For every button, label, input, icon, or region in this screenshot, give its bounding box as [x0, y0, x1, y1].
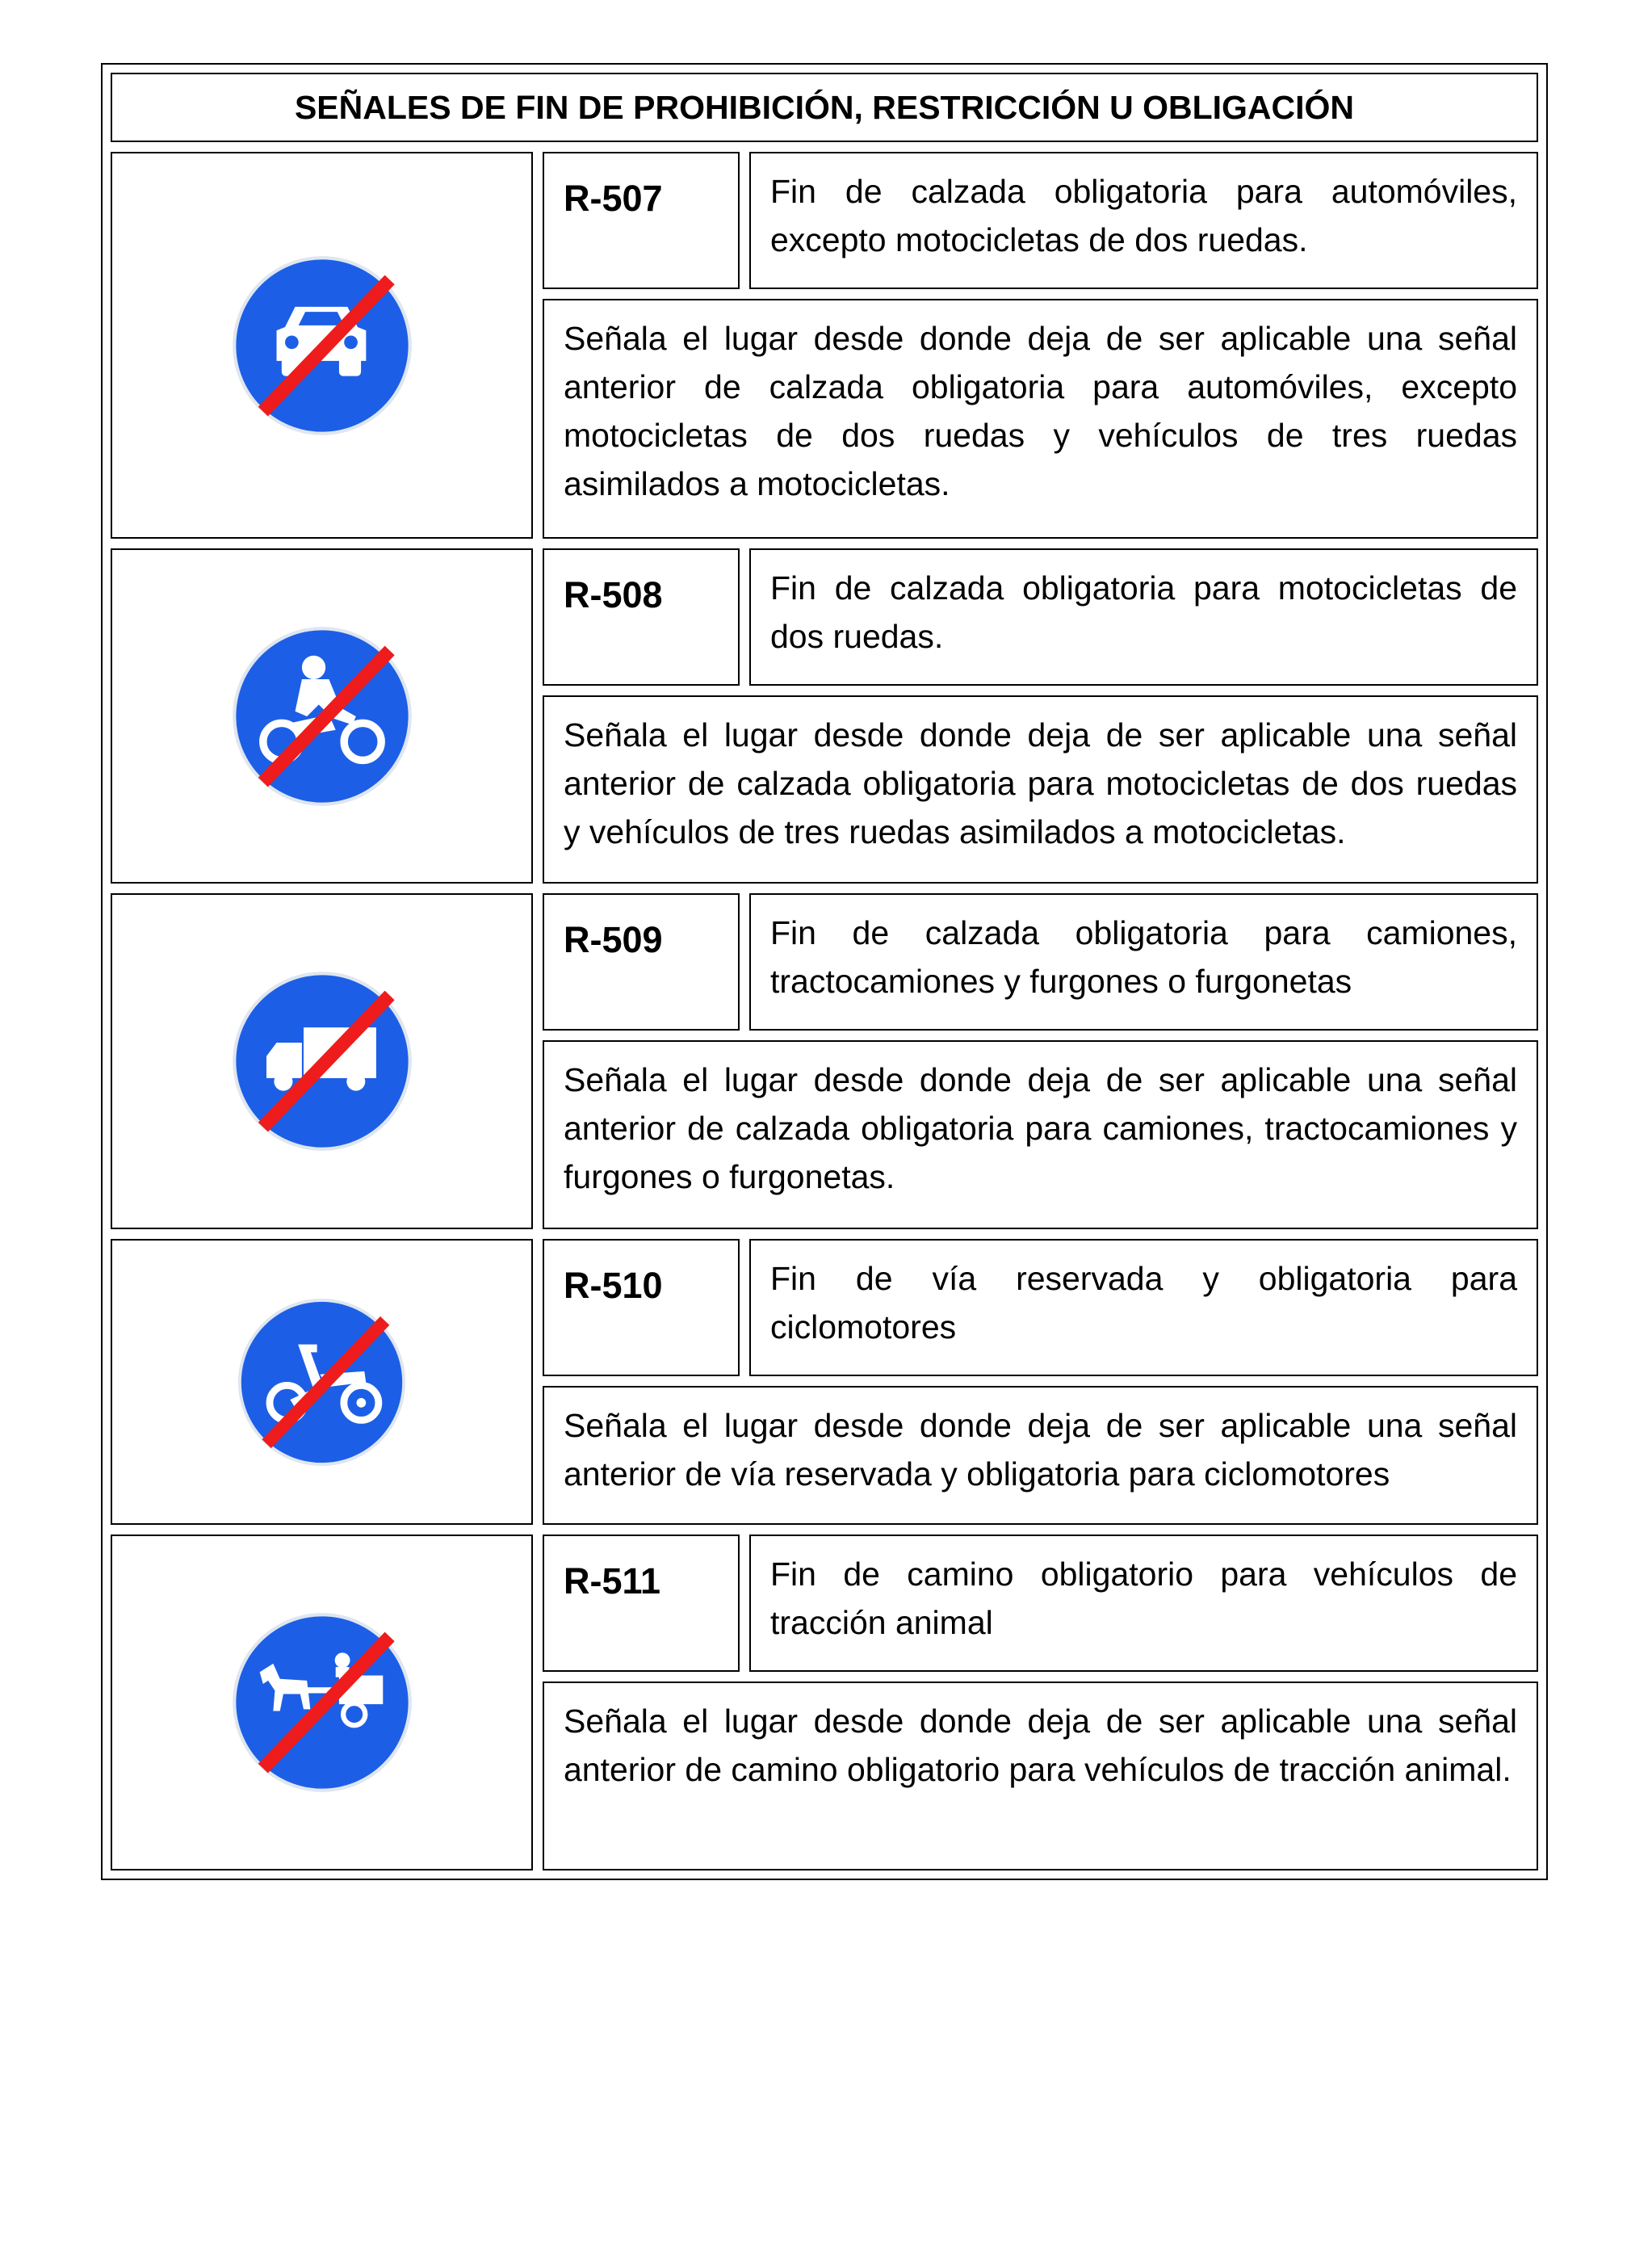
sign-code: R-509	[543, 893, 740, 1031]
sign-title: Fin de calzada obligatoria para camiones, tractocamiones y furgones o furgonetas	[749, 893, 1538, 1031]
sign-image-cell	[111, 548, 533, 884]
sign-description: Señala el lugar desde donde deja de ser aplicable una señal anterior de camino obligatorio para vehículos de tracción animal.	[543, 1682, 1538, 1870]
sign-description: Señala el lugar desde donde deja de ser aplicable una señal anterior de vía reservada y obligatoria para ciclomotores	[543, 1386, 1538, 1525]
sign-description: Señala el lugar desde donde deja de ser aplicable una señal anterior de calzada obligatoria para motocicletas de dos ruedas y vehículos de tres ruedas asimilados a motocicletas.	[543, 695, 1538, 884]
end-mandatory-trucks-sign-icon	[229, 968, 415, 1154]
sign-image-cell	[111, 152, 533, 539]
end-mandatory-animal-traction-sign-icon	[229, 1610, 415, 1795]
sign-title: Fin de calzada obligatoria para automóviles, excepto motocicletas de dos ruedas.	[749, 152, 1538, 289]
sign-code: R-511	[543, 1535, 740, 1672]
sign-code: R-508	[543, 548, 740, 686]
end-reserved-mopeds-sign-icon	[235, 1295, 409, 1469]
sign-image-cell	[111, 893, 533, 1229]
sign-image-cell	[111, 1239, 533, 1525]
table-title: SEÑALES DE FIN DE PROHIBICIÓN, RESTRICCIÓN U OBLIGACIÓN	[111, 73, 1538, 142]
sign-title: Fin de camino obligatorio para vehículos de tracción animal	[749, 1535, 1538, 1672]
end-mandatory-cars-sign-icon	[229, 253, 415, 439]
sign-title: Fin de calzada obligatoria para motocicletas de dos ruedas.	[749, 548, 1538, 686]
sign-title: Fin de vía reservada y obligatoria para ciclomotores	[749, 1239, 1538, 1376]
sign-image-cell	[111, 1535, 533, 1870]
sign-code: R-507	[543, 152, 740, 289]
sign-description: Señala el lugar desde donde deja de ser aplicable una señal anterior de calzada obligatoria para camiones, tractocamiones y furgones o furgonetas.	[543, 1040, 1538, 1229]
sign-description: Señala el lugar desde donde deja de ser aplicable una señal anterior de calzada obligatoria para automóviles, excepto motocicletas de dos ruedas y vehículos de tres ruedas asimilados a motocicletas.	[543, 299, 1538, 539]
sign-code: R-510	[543, 1239, 740, 1376]
end-mandatory-motorcycles-sign-icon	[229, 623, 415, 809]
